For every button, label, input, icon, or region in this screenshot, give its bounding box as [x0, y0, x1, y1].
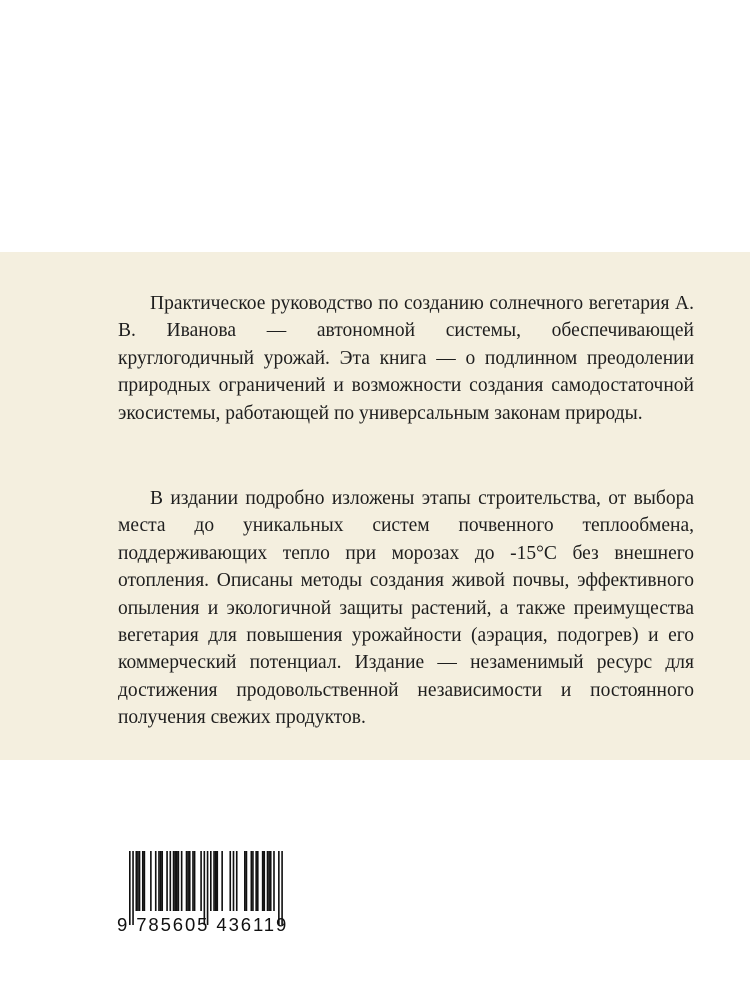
barcode-bar — [221, 851, 223, 911]
barcode-bar — [215, 851, 217, 911]
barcode-bar — [251, 851, 253, 911]
barcode-bar — [252, 851, 254, 911]
barcode-bar — [267, 851, 269, 911]
barcode-bar — [244, 851, 246, 911]
barcode-bar — [160, 851, 162, 911]
barcode-bar — [233, 851, 235, 911]
barcode-bar — [144, 851, 146, 911]
barcode-bar — [236, 851, 238, 911]
barcode-bar — [161, 851, 163, 911]
barcode-bar — [273, 851, 275, 911]
barcode-bar — [137, 851, 139, 911]
barcode-bar — [170, 851, 172, 911]
barcode-bar — [262, 851, 264, 911]
barcode-bar — [166, 851, 168, 911]
blurb-paragraph-1: Практическое руководство по созданию солнечного вегетария А. В. Иванова — автономной системы, обеспечивающей круглогодичный урожай. Эта книга — о подлинном преодолении природных ограничений и возможности создания самодостаточной экосистемы, работающей по универсальным законам природы. — [118, 293, 694, 424]
barcode-bar — [173, 851, 175, 911]
barcode-bar — [176, 851, 178, 911]
barcode-bar — [263, 851, 265, 911]
barcode-bar — [246, 851, 248, 911]
barcode-bar — [181, 851, 183, 911]
barcode-bar — [192, 851, 194, 911]
barcode-bar — [210, 851, 212, 911]
blurb-paragraph-2: В издании подробно изложены этапы строительства, от выбора места до уникальных систем почвенного теплообмена, поддерживающих тепло при морозах до -15°С без внешнего отопления. Описаны методы создания живой почвы, эффективного опыления и экологичной защиты растений, а также преимущества вегетария для повышения урожайности (аэрация, подогрев) и его коммерческий потенциал. Издание — незаменимый ресурс для достижения продовольственной независимости и постоянного получения свежих продуктов. — [118, 488, 694, 729]
barcode-bar — [135, 851, 137, 911]
barcode-bar — [174, 851, 176, 911]
barcode-bar — [142, 851, 144, 911]
barcode-bar — [213, 851, 215, 911]
barcode-bar — [158, 851, 160, 911]
barcode-bar — [186, 851, 188, 911]
isbn-number: 9 785605 436119 — [117, 914, 289, 935]
barcode-bar — [155, 851, 157, 911]
barcode-bar — [216, 851, 218, 911]
barcode-bar — [255, 851, 257, 911]
barcode-bar — [268, 851, 270, 911]
barcode-bar — [194, 851, 196, 911]
barcode-bar — [257, 851, 259, 911]
barcode-bar — [200, 851, 202, 911]
barcode-bar — [150, 851, 152, 911]
barcode-bar — [229, 851, 231, 911]
barcode-bar — [270, 851, 272, 911]
barcode-bar — [139, 851, 141, 911]
barcode-bar — [189, 851, 191, 911]
barcode-bar — [187, 851, 189, 911]
barcode-bar — [178, 851, 180, 911]
